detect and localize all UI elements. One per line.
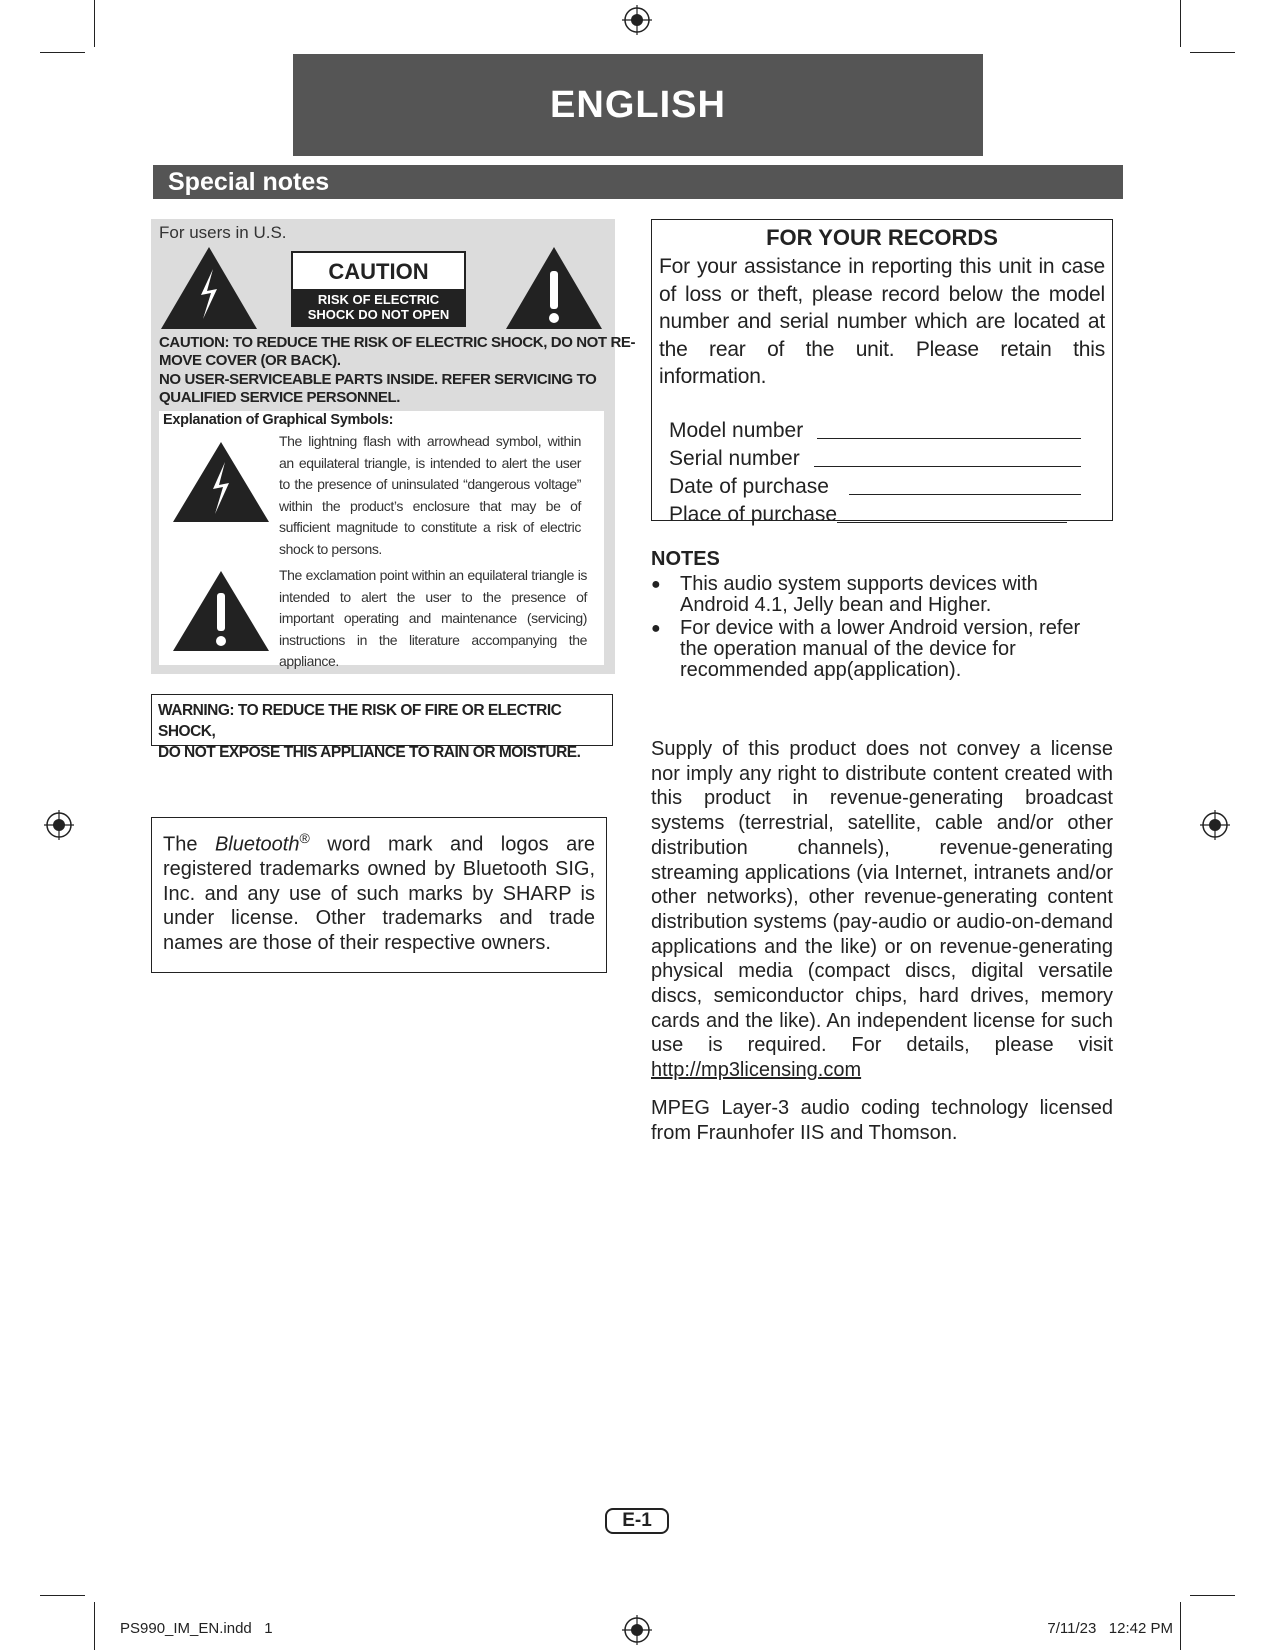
registration-mark-icon — [622, 5, 652, 35]
footer-filename: PS990_IM_EN.indd 1 — [120, 1620, 273, 1637]
record-field — [669, 473, 1105, 501]
caution-sub-line: RISK OF ELECTRIC — [317, 292, 440, 307]
bluetooth-text: word mark and logos are registered trademarks owned by Bluetooth SIG, Inc. and any use of such marks by SHARP is under license. Other trademarks and trade names are those of their respective owners. — [163, 833, 595, 954]
page-number: E-1 — [605, 1508, 669, 1534]
note-item: ● For device with a lower Android version, refer the operation manual of the device for recommended app(application). — [651, 618, 1091, 681]
lightning-description: The lightning flash with arrowhead symbol, within an equilateral triangle, is intended to alert the user to the presence of uninsulated “dangerous voltage” within the product’s enclosure that may be of sufficient magnitude to constitute a risk of electric shock to persons. — [279, 433, 581, 557]
record-field — [669, 417, 1105, 445]
registration-mark-icon — [1200, 810, 1230, 840]
note-item: ● This audio system supports devices with Android 4.1, Jelly bean and Higher. — [651, 574, 1091, 616]
warning-line: WARNING: TO REDUCE THE RISK OF FIRE OR ELECTRIC SHOCK, — [158, 702, 562, 740]
record-field-line — [837, 501, 1067, 523]
record-field-line — [814, 445, 1081, 467]
records-box — [651, 219, 1113, 526]
registration-mark-icon — [622, 1615, 652, 1645]
bluetooth-brand: Bluetooth — [214, 833, 300, 856]
license-link[interactable]: http://mp3licensing.com — [651, 1059, 862, 1082]
warning-line: DO NOT EXPOSE THIS APPLIANCE TO RAIN OR MOISTURE. — [158, 744, 581, 761]
crop-mark — [40, 52, 85, 53]
registered-mark: ® — [299, 830, 310, 846]
exclamation-symbol-icon — [173, 571, 269, 651]
section-title: Special notes — [153, 165, 1123, 199]
exclamation-description: The exclamation point within an equilateral triangle is intended to alert the user to the presence of important operating and maintenance (servicing) instructions in the literature accompanying the appliance. — [279, 567, 587, 670]
record-field — [669, 501, 1105, 529]
records-title: FOR YOUR RECORDS — [766, 225, 998, 250]
registration-mark-icon — [44, 810, 74, 840]
license-text — [651, 737, 1113, 1083]
notes-title: NOTES — [651, 548, 720, 570]
bluetooth-prefix: The — [163, 833, 215, 856]
crop-mark — [1180, 0, 1181, 47]
caution-text-line: QUALIFIED SERVICE PERSONNEL. — [159, 389, 401, 406]
records-body: For your assistance in reporting this unit in case of loss or theft, please record below the model number and serial number which are located at the rear of the unit. Please retain this information. — [659, 255, 1105, 388]
record-field-label: Serial number — [669, 446, 800, 470]
license-body: Supply of this product does not convey a license nor imply any right to distribute content created with this product in revenue-generating broadcast systems (terrestrial, satellite, cable and/or other distribution channels), revenue-generating streaming applications (via Internet, intranets and/or other networks), other revenue-generating content distribution systems (pay-audio or audio-on-demand applications and the like) or on revenue-generating physical media (compact discs, digital versatile discs, semiconductor chips, hard drives, memory cards and the like). An independent license for such use is required. For details, please visit — [651, 738, 1113, 1057]
crop-mark — [94, 1602, 95, 1650]
record-field-label: Date of purchase — [669, 474, 829, 498]
notes-list — [651, 574, 1091, 683]
record-field-line — [849, 473, 1081, 495]
caution-text-line: CAUTION: TO REDUCE THE RISK OF ELECTRIC SHOCK, DO NOT RE- — [159, 334, 636, 351]
record-field-line — [817, 417, 1081, 439]
caution-label — [291, 251, 466, 327]
records-fields — [659, 417, 1105, 529]
crop-mark — [1190, 1595, 1235, 1596]
exclamation-warning-icon — [506, 247, 602, 329]
lightning-warning-icon — [161, 247, 257, 329]
caution-sub-line: SHOCK DO NOT OPEN — [307, 307, 450, 322]
caution-subtitle — [293, 289, 464, 325]
caution-text-line: MOVE COVER (OR BACK). — [159, 352, 341, 369]
explanation-title: Explanation of Graphical Symbols: — [163, 412, 394, 428]
footer-datetime: 7/11/23 12:42 PM — [1047, 1620, 1173, 1637]
warning-box — [151, 694, 613, 761]
record-field-label: Place of purchase — [669, 502, 838, 526]
record-field — [669, 445, 1105, 473]
crop-mark — [1180, 1602, 1181, 1650]
bluetooth-trademark-box — [151, 817, 607, 973]
crop-mark — [1190, 52, 1235, 53]
caution-title: CAUTION — [328, 259, 429, 284]
crop-mark — [94, 0, 95, 47]
record-field-label: Model number — [669, 418, 804, 442]
crop-mark — [40, 1595, 85, 1596]
lightning-symbol-icon — [173, 442, 269, 522]
caution-text-line: NO USER-SERVICEABLE PARTS INSIDE. REFER SERVICING TO — [159, 371, 597, 388]
language-banner: ENGLISH — [293, 54, 983, 156]
region-label: For users in U.S. — [159, 223, 287, 242]
mpeg-notice: MPEG Layer-3 audio coding technology licensed from Fraunhofer IIS and Thomson. — [651, 1097, 1113, 1144]
